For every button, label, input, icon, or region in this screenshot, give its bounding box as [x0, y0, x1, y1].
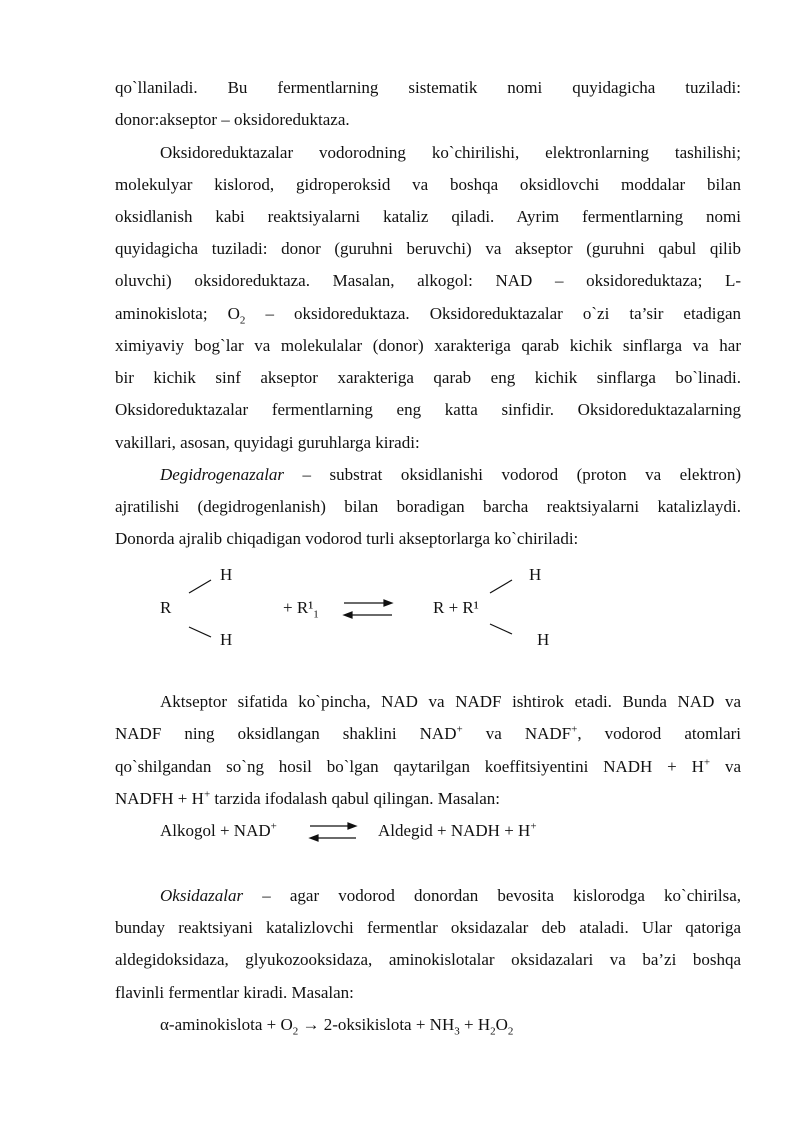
arrowhead-forward [348, 823, 356, 829]
term-degidrogenazalar: Degidrogenazalar [160, 465, 285, 484]
superscript: + [571, 723, 578, 736]
superscript: ¹ [308, 598, 314, 617]
bond-line-bottom-left [189, 627, 211, 637]
text-line: oksidlanish kabi reaktsiyalarni kataliz qiladi. Ayrim fermentlarning nomi [115, 207, 741, 226]
text-line: ximiyaviy bog`lar va molekulalar (donor) xarakteriga qarab kichik sinflarga va har [115, 336, 741, 355]
text-span: – substrat oksidlanishi vodorod (proton va elektron) [284, 465, 741, 484]
text-span: O [495, 1015, 508, 1034]
bond-line-top-right [490, 580, 512, 593]
text-line: bunday reaktsiyani katalizlovchi fermentlar oksidazalar deb ataladi. Ular qatoriga [115, 918, 741, 937]
bond-line-top-left [189, 580, 211, 593]
superscript: + [203, 788, 211, 801]
text-line: molekulyar kislorod, gidroperoksid va boshqa oksidlovchi moddalar bilan [115, 175, 741, 194]
term-oksidazalar: Oksidazalar [160, 886, 244, 905]
scheme-product: R + R¹ [433, 598, 479, 617]
subscript: 2 [507, 1025, 514, 1038]
text-span: Alkogol + NAD [160, 821, 271, 840]
scheme-h-top-left: H [220, 565, 233, 584]
arrowhead-back [344, 612, 352, 618]
text-line: vakillari, asosan, quyidagi guruhlarga kiradi: [115, 433, 420, 452]
text-span: + R [283, 598, 309, 617]
text-span: + H [459, 1015, 491, 1034]
subscript: 1 [313, 608, 319, 621]
text-span: α-aminokislota + O [160, 1015, 293, 1034]
text-line: qo`llaniladi. Bu fermentlarning sistematik nomi quyidagicha tuziladi: [115, 78, 741, 97]
scheme-h-top-right: H [529, 565, 542, 584]
text-line: ajratilishi (degidrogenlanish) bilan boradigan barcha reaktsiyalarni katalizlaydi. [115, 497, 741, 516]
text-span: → 2-oksikislota + NH [298, 1015, 455, 1034]
text-span: va [710, 757, 741, 776]
text-line: bir kichik sinf akseptor xarakteriga qarab eng kichik sinflarga bo`linadi. [115, 368, 741, 387]
text-line: aldegidoksidaza, glyukozooksidaza, aminokislotalar oksidazalari va ba’zi boshqa [115, 950, 741, 969]
text-span: Aldegid + NADH + H [378, 821, 531, 840]
text-span: va NADF [462, 724, 572, 743]
arrowhead-forward [384, 600, 392, 606]
text-line: donor:akseptor – oksidoreduktaza. [115, 110, 350, 129]
text-span: – agar vodorod donordan bevosita kislorodga ko`chirilsa, [243, 886, 741, 905]
bond-line-bottom-right [490, 624, 512, 634]
subscript: 2 [292, 1025, 299, 1038]
text-span: – oksidoreduktaza. Oksidoreduktazalar o`zi ta’sir etadigan [245, 304, 741, 323]
text-span: qo`shilgandan so`ng hosil bo`lgan qaytarilgan koeffitsiyentini NADH + H [115, 757, 704, 776]
subscript: 2 [239, 314, 246, 327]
superscript: + [456, 723, 463, 736]
text-line: Oksidoreduktazalar fermentlarning eng katta sinfidir. Oksidoreduktazalarning [115, 400, 741, 419]
text-span: , vodorod atomlari [577, 724, 741, 743]
text-line: flavinli fermentlar kiradi. Masalan: [115, 983, 354, 1002]
text-line: quyidagicha tuziladi: donor (guruhni beruvchi) va akseptor (guruhni qabul qilib [115, 239, 741, 258]
text-span: NADF ning oksidlangan shaklini NAD [115, 724, 457, 743]
subscript: 3 [454, 1025, 460, 1038]
superscript: + [530, 820, 537, 833]
text-span: aminokislota; O [115, 304, 240, 323]
text-line: Donorda ajralib chiqadigan vodorod turli akseptorlarga ko`chiriladi: [115, 529, 579, 548]
text-line: Oksidoreduktazalar vodorodning ko`chirilishi, elektronlarning tashilishi; [160, 143, 741, 162]
text-line: oluvchi) oksidoreduktaza. Masalan, alkogol: NAD – oksidoreduktaza; L- [115, 271, 741, 290]
scheme-r: R [160, 598, 172, 617]
superscript: + [703, 756, 711, 769]
text-span: tarzida ifodalash qabul qilingan. Masalan: [210, 789, 501, 808]
subscript: 2 [490, 1025, 496, 1038]
scheme-h-bottom-left: H [220, 630, 233, 649]
arrowhead-back [310, 835, 318, 841]
superscript: + [270, 820, 277, 833]
text-span: NADFH + H [115, 789, 204, 808]
text-line: Aktseptor sifatida ko`pincha, NAD va NADF ishtirok etadi. Bunda NAD va [160, 692, 741, 711]
scheme-h-bottom-right: H [537, 630, 550, 649]
